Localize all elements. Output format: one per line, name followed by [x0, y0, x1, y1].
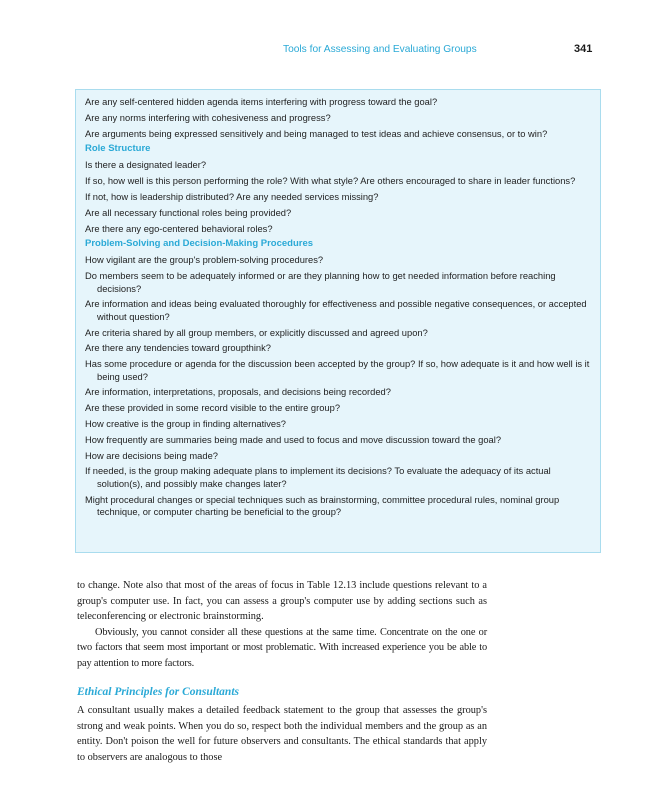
question-item: Are criteria shared by all group members, or explicitly discussed and agreed upon?: [85, 327, 428, 338]
question-item: Is there a designated leader?: [85, 160, 207, 171]
question-item: Do members seem to be adequately informed or are they planning how to get needed information before reaching decisions?: [85, 271, 556, 294]
question-item: How frequently are summaries being made and used to focus and move discussion toward the goal?: [85, 434, 502, 445]
section-heading-role-structure: Role Structure: [85, 143, 151, 155]
question-item: Are these provided in some record visible to the entire group?: [85, 403, 341, 414]
question-item: Are arguments being expressed sensitively and being managed to test ideas and achieve consensus, or to win?: [85, 128, 548, 139]
question-item: If so, how well is this person performing the role? With what style? Are others encouraged to share in leader functions?: [85, 176, 576, 187]
questions-box: [75, 89, 601, 553]
question-item: Has some procedure or agenda for the discussion been accepted by the group? If so, how adequate is it and how well is it being used?: [85, 359, 590, 382]
body-paragraph: to change. Note also that most of the areas of focus in Table 12.13 include questions relevant to a group's computer use. In fact, you can assess a group's computer use by adding sections such as teleconferencing or electronic brainstorming.: [77, 580, 487, 622]
question-item: If needed, is the group making adequate plans to implement its decisions? To evaluate the adequacy of its actual solution(s), and possibly make changes later?: [85, 466, 551, 489]
question-item: How are decisions being made?: [85, 450, 218, 461]
question-item: Are there any tendencies toward groupthink?: [85, 343, 271, 354]
question-item: Are any self-centered hidden agenda items interfering with progress toward the goal?: [85, 97, 438, 107]
questions-box-content: [85, 96, 594, 522]
question-item: How vigilant are the group's problem-solving procedures?: [85, 255, 324, 266]
question-item: Are any norms interfering with cohesiveness and progress?: [85, 112, 331, 123]
running-header-title: Tools for Assessing and Evaluating Groups: [283, 44, 477, 55]
question-item: Might procedural changes or special techniques such as brainstorming, committee procedural rules, nominal group technique, or computer charting be beneficial to the group?: [85, 494, 560, 517]
body-text: [77, 578, 487, 671]
body-paragraph: Obviously, you cannot consider all these questions at the same time. Concentrate on the one or two factors that seem most important or most problematic. With increased experience you be able to pay attention to more factors.: [77, 626, 487, 669]
question-item: Are there any ego-centered behavioral roles?: [85, 223, 273, 234]
question-item: How creative is the group in finding alternatives?: [85, 418, 287, 429]
running-header: [0, 44, 645, 58]
page-number: 341: [574, 43, 593, 55]
body-text-continued: [77, 703, 487, 765]
question-item: If not, how is leadership distributed? Are any needed services missing?: [85, 191, 379, 202]
question-item: Are information, interpretations, proposals, and decisions being recorded?: [85, 387, 391, 398]
section-subheading: Ethical Principles for Consultants: [77, 686, 239, 698]
body-paragraph: A consultant usually makes a detailed feedback statement to the group that assesses the group's strong and weak points. When you do so, respect both the individual members and the group as an entity. Don't poison the well for future observers and consultants. The ethical standards that apply to observers are analogous to those: [77, 705, 487, 763]
section-heading-problem-solving: Problem-Solving and Decision-Making Procedures: [85, 238, 314, 250]
question-item: Are information and ideas being evaluated thoroughly for effectiveness and possible negative consequences, or accepted without question?: [85, 299, 587, 322]
question-item: Are all necessary functional roles being provided?: [85, 207, 292, 218]
